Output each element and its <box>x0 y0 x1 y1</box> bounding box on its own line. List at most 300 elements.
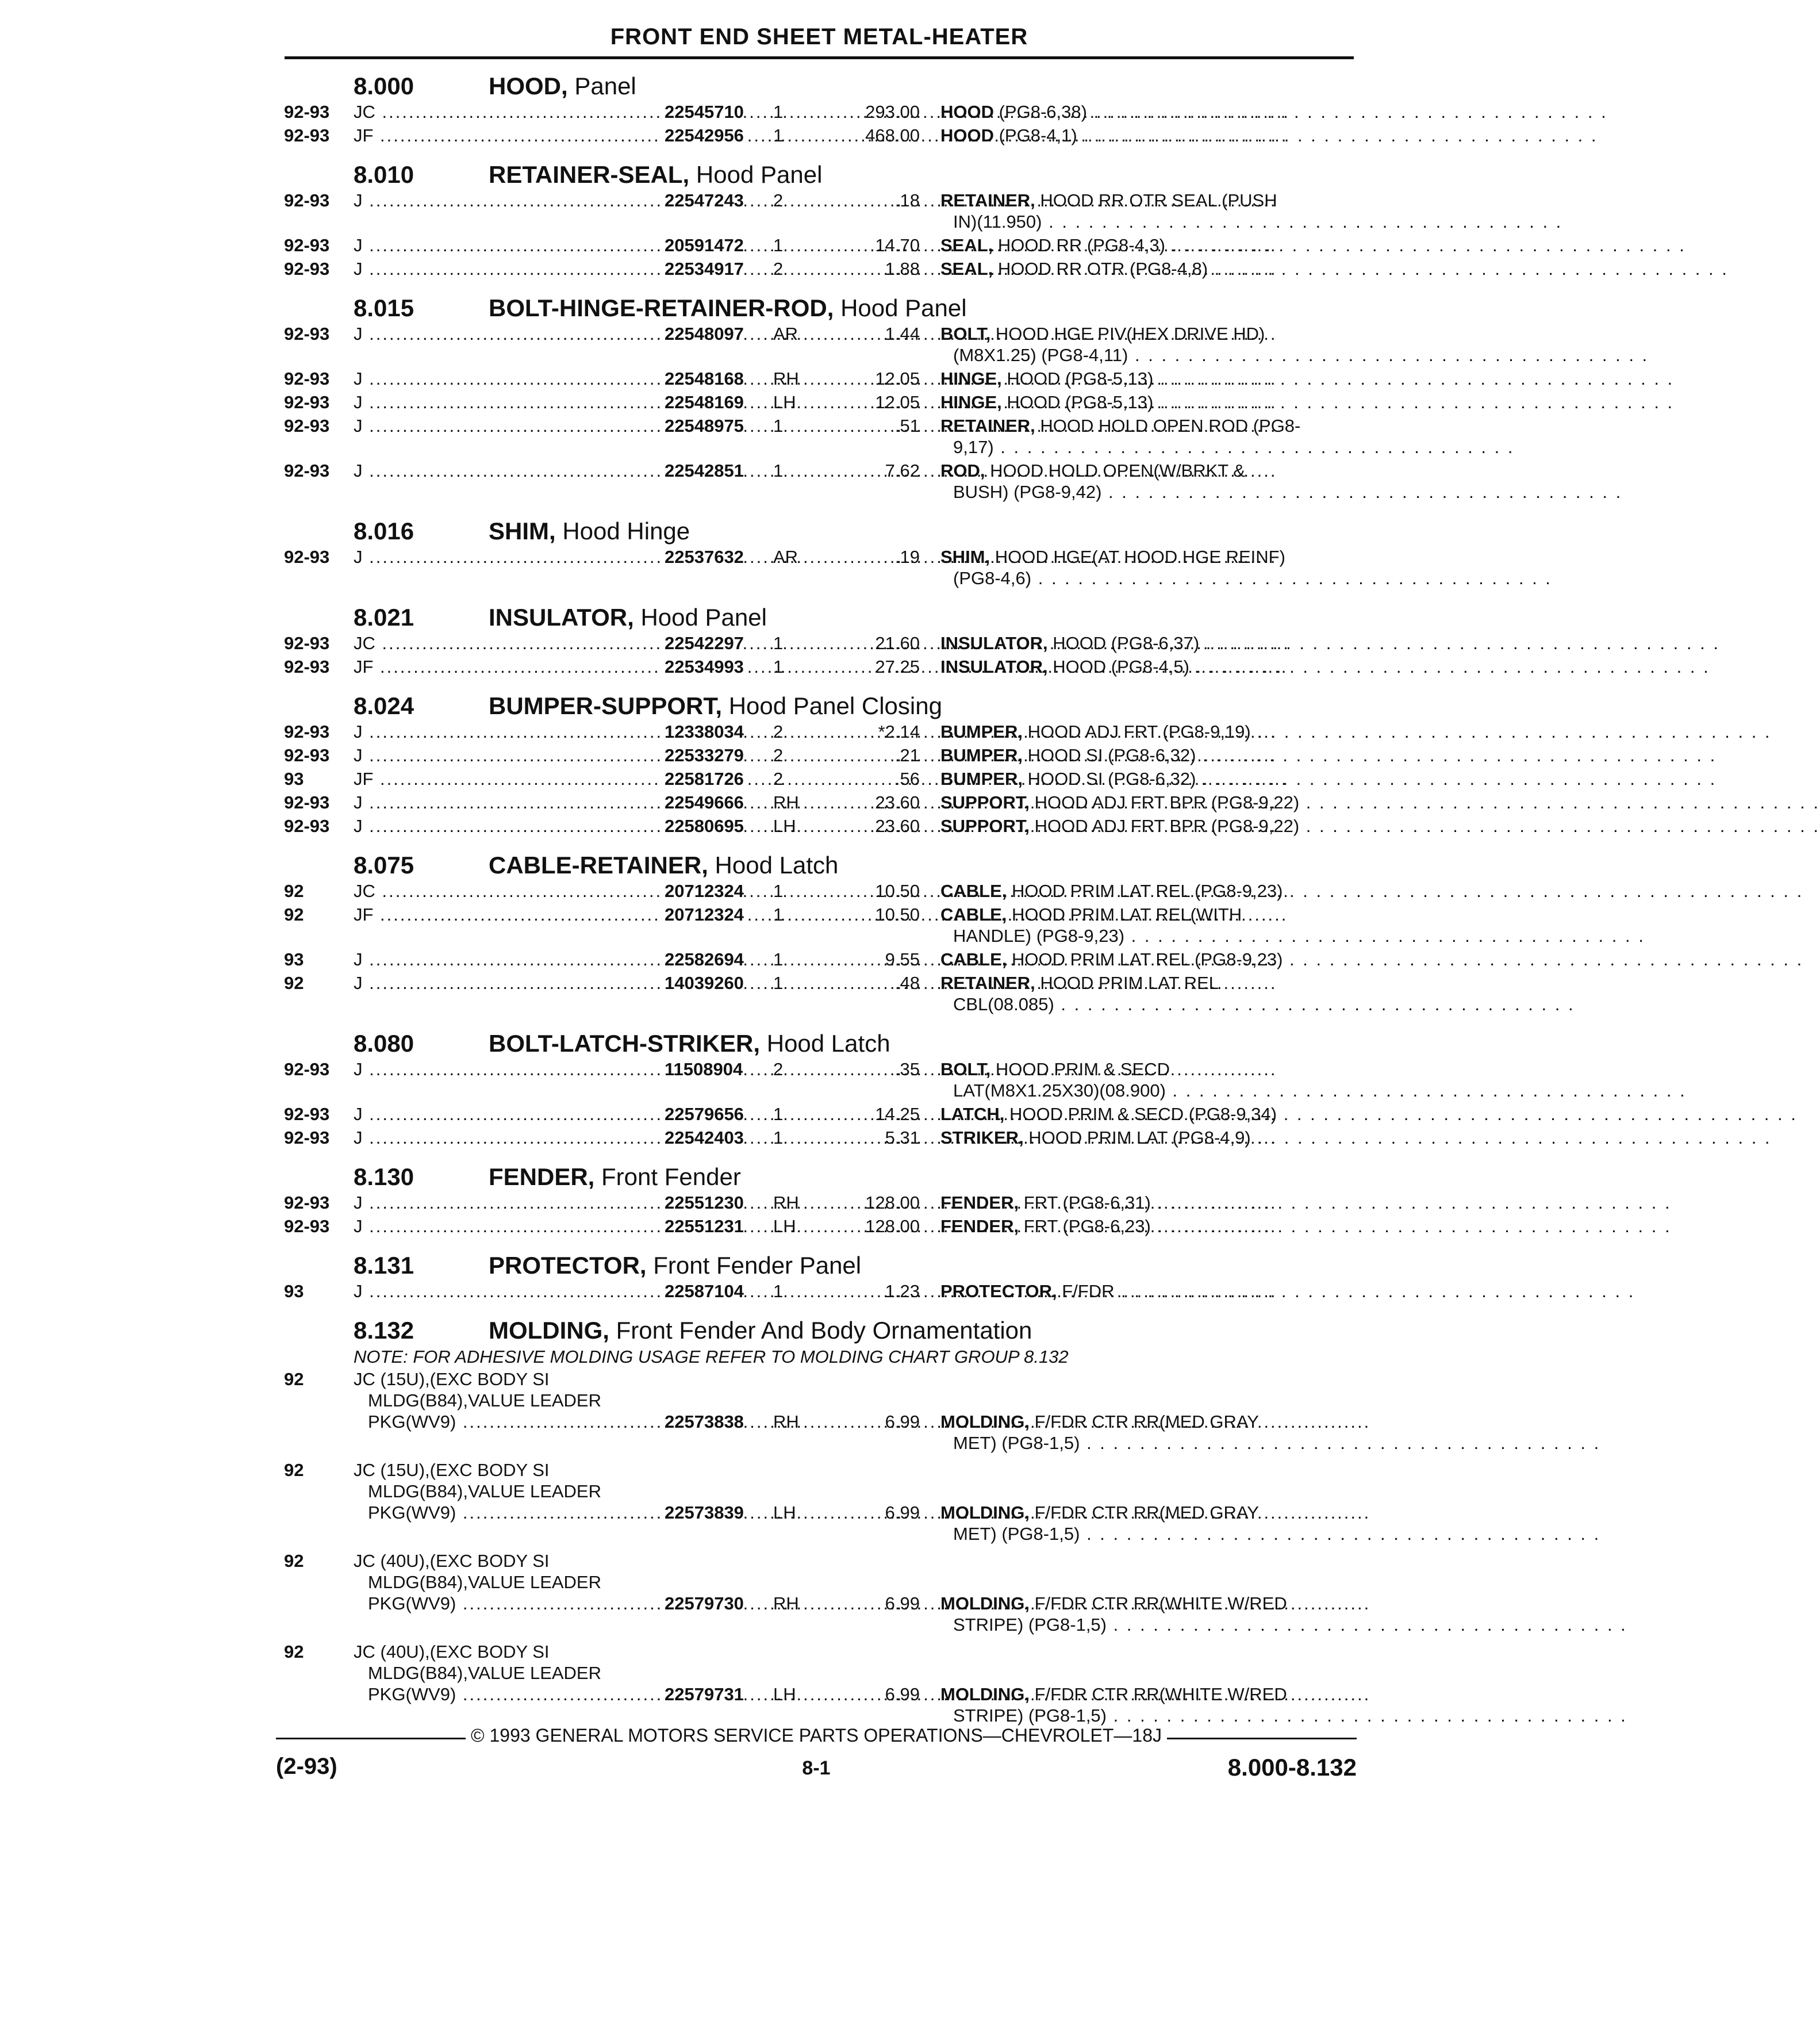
section-name: INSULATOR, Hood Panel <box>489 604 767 631</box>
leader-dots: . . . . . . . . . . . . . . . . . . . . . . . . . . . . . . . . . . . . . . . <box>1196 745 1717 765</box>
section-name: MOLDING, Front Fender And Body Ornamentation <box>489 1317 1032 1344</box>
part-number: 22579730 <box>661 1593 744 1614</box>
section-name: PROTECTOR, Front Fender Panel <box>489 1252 862 1279</box>
section-gap <box>282 839 1351 847</box>
price: 6.99 <box>885 1412 920 1432</box>
quantity: 1 <box>773 904 784 925</box>
part-row <box>282 415 1515 460</box>
part-row <box>282 656 1710 680</box>
section-heading <box>282 688 1351 721</box>
part-row <box>282 972 1575 1017</box>
model-year: 92 <box>284 1642 304 1662</box>
model-year: 92-93 <box>284 1193 330 1213</box>
description-line: LATCH, HOOD PRIM & SECD (PG8-9,34) . . . . . . . . . . . . . . . . . . . . . . . . . . . . . . . . . . . . . . . <box>940 1104 1798 1124</box>
price: 9.55 <box>885 949 920 969</box>
price: 6.99 <box>885 1502 920 1523</box>
section-number: 8.021 <box>354 604 414 631</box>
part-row <box>282 632 1720 656</box>
description-line: STRIPE) (PG8-1,5) . . . . . . . . . . . . . . . . . . . . . . . . . . . . . . . . . . . . . . . <box>953 1705 1627 1726</box>
part-description <box>940 745 1717 766</box>
price: 128.00 <box>865 1193 920 1213</box>
model-year: 92-93 <box>284 547 330 567</box>
leader-dots: . . . . . . . . . . . . . . . . . . . . . . . . . . . . . . . . . . . . . . . <box>1031 568 1552 588</box>
price: 23.60 <box>875 816 920 836</box>
price: .56 <box>894 769 920 789</box>
section-gap <box>282 1304 1351 1312</box>
description-line: MOLDING, F/FDR CTR RR(MED GRAY <box>940 1502 1259 1523</box>
part-number: 22537632 <box>661 546 744 568</box>
part-number: 22548097 <box>661 323 744 344</box>
model-year: 92-93 <box>284 461 330 481</box>
leader-dots: . . . . . . . . . . . . . . . . . . . . . . . . . . . . . . . . . . . . . . . <box>1153 392 1675 412</box>
part-row <box>282 190 1563 235</box>
part-number: 11508904 <box>661 1059 743 1080</box>
model-code: JF ..... <box>354 904 923 925</box>
model-year: 92 <box>284 1460 304 1480</box>
model-year: 92 <box>284 904 304 925</box>
price: .51 <box>894 416 920 436</box>
description-line: HINGE, HOOD (PG8-5,13) . . . . . . . . . . . . . . . . . . . . . . . . . . . . . . . . . . . . . . . <box>940 392 1675 412</box>
description-line: HINGE, HOOD (PG8-5,13) . . . . . . . . . . . . . . . . . . . . . . . . . . . . . . . . . . . . . . . <box>940 369 1675 389</box>
part-number: 22548975 <box>661 415 744 436</box>
description-line: (PG8-4,6) . . . . . . . . . . . . . . . . . . . . . . . . . . . . . . . . . . . . . . . <box>953 568 1552 588</box>
part-description <box>940 768 1717 789</box>
section-number: 8.010 <box>354 161 414 188</box>
part-number: 22534917 <box>661 258 744 279</box>
part-description <box>940 1593 1627 1635</box>
model-code: JC ..... <box>354 632 923 654</box>
leader-dots: . . . . . . . . . . . . . . . . . . . . . . . . . . . . . . . . . . . . . . . <box>1101 482 1623 502</box>
part-row <box>282 1059 1687 1103</box>
model-code: JC (40U),(EXC BODY SI <box>354 1642 550 1662</box>
part-row <box>282 768 1717 792</box>
section-heading <box>282 1312 1351 1346</box>
model-code: J ..... <box>354 972 923 994</box>
leader-dots: . . . . . . . . . . . . . . . . . . . . . . . . . . . . . . . . . . . . . . . <box>1107 1615 1627 1635</box>
part-description <box>940 1684 1627 1726</box>
quantity: 1 <box>773 949 784 969</box>
description-line: FENDER, FRT (PG8-6,23) . . . . . . . . . . . . . . . . . . . . . . . . . . . . . . . . . . . . . . . <box>940 1216 1672 1236</box>
leader-dots: . . . . . . . . . . . . . . . . . . . . . . . . . . . . . . . . . . . . . . . <box>1299 792 1820 812</box>
quantity: RH <box>773 792 799 812</box>
price: 12.05 <box>875 369 920 389</box>
model-year: 92-93 <box>284 1216 330 1236</box>
description-line: (M8X1.25) (PG8-4,11) . . . . . . . . . . . . . . . . . . . . . . . . . . . . . . . . . . . . . . . <box>953 345 1649 365</box>
quantity: AR <box>773 547 798 567</box>
price: 6.99 <box>885 1684 920 1704</box>
part-description <box>940 880 1804 902</box>
parts-catalog <box>282 68 1820 1732</box>
part-description <box>940 815 1820 837</box>
description-line: STRIPE) (PG8-1,5) . . . . . . . . . . . . . . . . . . . . . . . . . . . . . . . . . . . . . . . <box>953 1615 1627 1635</box>
model-code: PKG(WV9) ..... <box>368 1684 937 1705</box>
leader-dots: . . . . . . . . . . . . . . . . . . . . . . . . . . . . . . . . . . . . . . . <box>1153 369 1675 389</box>
price: 14.70 <box>875 235 920 255</box>
model-year: 92-93 <box>284 102 330 122</box>
quantity: 2 <box>773 769 784 789</box>
section-number: 8.132 <box>354 1317 414 1344</box>
part-description <box>940 904 1645 946</box>
section-note: NOTE: FOR ADHESIVE MOLDING USAGE REFER TO MOLDING CHART GROUP 8.132 <box>354 1347 1069 1367</box>
model-code: J ..... <box>354 1192 923 1213</box>
price: 128.00 <box>865 1216 920 1236</box>
footer-rule-right <box>1167 1738 1357 1739</box>
section-gap <box>282 1239 1351 1247</box>
price: .35 <box>894 1059 920 1079</box>
part-row <box>282 880 1804 904</box>
price: 293.00 <box>865 102 920 122</box>
part-description <box>940 258 1729 279</box>
price: 14.25 <box>875 1104 920 1124</box>
part-row <box>282 1550 1627 1638</box>
part-row <box>282 904 1645 949</box>
price: 1.23 <box>885 1281 920 1301</box>
part-number: 20712324 <box>661 880 744 902</box>
part-number: 14039260 <box>661 972 744 994</box>
model-code: J ..... <box>354 745 923 766</box>
leader-dots: . . . . . . . . . . . . . . . . . . . . . . . . . . . . . . . . . . . . . . . <box>1042 212 1563 232</box>
part-description <box>940 632 1720 654</box>
description-line: MOLDING, F/FDR CTR RR(WHITE W/RED <box>940 1593 1287 1613</box>
price: *2.14 <box>878 722 920 742</box>
leader-dots: . . . . . . . . . . . . . . . . . . . . . . . . . . . . . . . . . . . . . . . <box>1250 1128 1772 1148</box>
section-heading <box>282 1159 1351 1192</box>
model-code: J ..... <box>354 190 923 211</box>
part-description <box>940 101 1608 122</box>
part-row <box>282 721 1772 745</box>
leader-dots: . . . . . . . . . . . . . . . . . . . . . . . . . . . . . . . . . . . . . . . <box>1196 769 1717 789</box>
description-line: SUPPORT, HOOD ADJ FRT BPR (PG8-9,22) . . . . . . . . . . . . . . . . . . . . . . . . . . . . . . . . . . . . . . . <box>940 816 1820 836</box>
description-line: HOOD (PG8-6,38) . . . . . . . . . . . . . . . . . . . . . . . . . . . . . . . . . . . . . . . <box>940 102 1608 122</box>
part-row <box>282 949 1804 972</box>
part-row <box>282 546 1552 591</box>
leader-dots: . . . . . . . . . . . . . . . . . . . . . . . . . . . . . . . . . . . . . . . <box>1299 816 1820 836</box>
section-name: BOLT-LATCH-STRIKER, Hood Latch <box>489 1030 890 1057</box>
section-number: 8.000 <box>354 72 414 99</box>
model-code: J ..... <box>354 235 923 256</box>
model-code: J ..... <box>354 1127 923 1148</box>
description-line: SUPPORT, HOOD ADJ FRT BPR (PG8-9,22) . . . . . . . . . . . . . . . . . . . . . . . . . . . . . . . . . . . . . . . <box>940 792 1820 812</box>
description-line: HOOD (PG8-4,1) . . . . . . . . . . . . . . . . . . . . . . . . . . . . . . . . . . . . . . . <box>940 125 1598 145</box>
part-number: 22548168 <box>661 368 744 389</box>
price: 27.25 <box>875 657 920 677</box>
model-code: J ..... <box>354 368 923 389</box>
price: .19 <box>894 547 920 567</box>
model-year: 92-93 <box>284 1128 330 1148</box>
section-gap <box>282 282 1351 290</box>
section-heading <box>282 513 1351 546</box>
leader-dots: . . . . . . . . . . . . . . . . . . . . . . . . . . . . . . . . . . . . . . . <box>1165 235 1686 255</box>
leader-dots: . . . . . . . . . . . . . . . . . . . . . . . . . . . . . . . . . . . . . . . <box>1283 881 1804 901</box>
section-number: 8.080 <box>354 1030 414 1057</box>
model-year: 92 <box>284 881 304 901</box>
leader-dots: . . . . . . . . . . . . . . . . . . . . . . . . . . . . . . . . . . . . . . . <box>1283 949 1804 969</box>
price: 12.05 <box>875 392 920 412</box>
leader-dots: . . . . . . . . . . . . . . . . . . . . . . . . . . . . . . . . . . . . . . . <box>1165 1080 1687 1101</box>
description-line: CABLE, HOOD PRIM LAT REL(WITH <box>940 904 1242 925</box>
model-year: 92-93 <box>284 259 330 279</box>
quantity: AR <box>773 324 798 344</box>
quantity: LH <box>773 1502 796 1523</box>
part-number: 22573838 <box>661 1411 744 1432</box>
part-row <box>282 1459 1601 1547</box>
section-gap <box>282 591 1351 599</box>
part-description <box>940 235 1686 256</box>
model-code: MLDG(B84),VALUE LEADER <box>368 1663 601 1683</box>
part-description <box>940 1281 1635 1302</box>
model-code: MLDG(B84),VALUE LEADER <box>368 1572 601 1592</box>
price: 23.60 <box>875 792 920 812</box>
quantity: LH <box>773 1216 796 1236</box>
description-line: ROD, HOOD HOLD OPEN(W/BRKT & <box>940 461 1245 481</box>
description-line: BUMPER, HOOD ADJ FRT (PG8-9,19) . . . . . . . . . . . . . . . . . . . . . . . . . . . . . . . . . . . . . . . <box>940 722 1772 742</box>
quantity: 2 <box>773 1059 784 1079</box>
model-year: 92-93 <box>284 657 330 677</box>
description-line: BOLT, HOOD PRIM & SECD <box>940 1059 1170 1079</box>
model-code: PKG(WV9) ..... <box>368 1593 937 1614</box>
part-description <box>940 1127 1772 1148</box>
part-number: 22551231 <box>661 1216 744 1237</box>
part-number: 22542403 <box>661 1127 744 1148</box>
price: 5.31 <box>885 1128 920 1148</box>
model-code: PKG(WV9) ..... <box>368 1502 937 1523</box>
part-row <box>282 1127 1772 1151</box>
part-description <box>940 368 1675 389</box>
model-code: J ..... <box>354 1059 923 1080</box>
model-year: 92-93 <box>284 1059 330 1079</box>
model-code: J ..... <box>354 546 923 568</box>
description-line: PROTECTOR, F/FDR . . . . . . . . . . . . . . . . . . . . . . . . . . . . . . . . . . . . . . . <box>940 1281 1635 1301</box>
leader-dots: . . . . . . . . . . . . . . . . . . . . . . . . . . . . . . . . . . . . . . . <box>1077 125 1598 145</box>
quantity: 2 <box>773 745 784 765</box>
model-code: JC (15U),(EXC BODY SI <box>354 1369 550 1389</box>
price: 1.44 <box>885 324 920 344</box>
description-line: SHIM, HOOD HGE(AT HOOD HGE REINF) <box>940 547 1285 567</box>
section-number: 8.015 <box>354 294 414 321</box>
part-row <box>282 1192 1672 1216</box>
price: 10.50 <box>875 904 920 925</box>
section-name: FENDER, Front Fender <box>489 1163 741 1190</box>
part-description <box>940 546 1552 589</box>
quantity: LH <box>773 816 796 836</box>
part-row <box>282 392 1675 415</box>
page-title: FRONT END SHEET METAL-HEATER <box>610 24 1028 49</box>
part-description <box>940 392 1675 413</box>
leader-dots: . . . . . . . . . . . . . . . . . . . . . . . . . . . . . . . . . . . . . . . <box>1199 633 1720 653</box>
price: 7.62 <box>885 461 920 481</box>
quantity: 1 <box>773 633 784 653</box>
description-line: RETAINER, HOOD PRIM LAT REL <box>940 973 1219 993</box>
footer-copyright: © 1993 GENERAL MOTORS SERVICE PARTS OPERATIONS—CHEVROLET—18J <box>471 1725 1162 1746</box>
part-row <box>282 1368 1601 1456</box>
model-code: JC ..... <box>354 101 923 122</box>
quantity: RH <box>773 1193 799 1213</box>
model-code: JC ..... <box>354 880 923 902</box>
quantity: 2 <box>773 190 784 210</box>
page-footer <box>276 1725 1357 1805</box>
description-line: MET) (PG8-1,5) . . . . . . . . . . . . . . . . . . . . . . . . . . . . . . . . . . . . . . . <box>953 1524 1601 1544</box>
section-number: 8.075 <box>354 852 414 879</box>
model-code: J ..... <box>354 392 923 413</box>
model-code: J ..... <box>354 949 923 970</box>
model-code: PKG(WV9) ..... <box>368 1411 937 1432</box>
part-row <box>282 745 1717 768</box>
description-line: BUMPER, HOOD SI (PG8-6,32) . . . . . . . . . . . . . . . . . . . . . . . . . . . . . . . . . . . . . . . <box>940 745 1717 765</box>
part-number: 22534993 <box>661 656 744 677</box>
leader-dots: . . . . . . . . . . . . . . . . . . . . . . . . . . . . . . . . . . . . . . . <box>1080 1433 1601 1453</box>
part-number: 20591472 <box>661 235 744 256</box>
leader-dots: . . . . . . . . . . . . . . . . . . . . . . . . . . . . . . . . . . . . . . . <box>1277 1104 1798 1124</box>
part-row <box>282 460 1623 505</box>
model-year: 92-93 <box>284 369 330 389</box>
price: 6.99 <box>885 1593 920 1613</box>
model-code: J ..... <box>354 815 923 837</box>
header-rule <box>285 56 1354 59</box>
model-year: 93 <box>284 1281 304 1301</box>
part-description <box>940 1103 1798 1125</box>
leader-dots: . . . . . . . . . . . . . . . . . . . . . . . . . . . . . . . . . . . . . . . <box>1150 1216 1672 1236</box>
part-description <box>940 721 1772 742</box>
quantity: 1 <box>773 125 784 145</box>
section-heading <box>282 68 1351 101</box>
quantity: 1 <box>773 235 784 255</box>
part-row <box>282 1641 1627 1728</box>
part-description <box>940 1216 1672 1237</box>
description-line: 9,17) . . . . . . . . . . . . . . . . . . . . . . . . . . . . . . . . . . . . . . . <box>953 437 1515 457</box>
model-year: 92-93 <box>284 392 330 412</box>
part-number: 22542297 <box>661 632 744 654</box>
model-code: JF ..... <box>354 768 923 789</box>
part-description <box>940 190 1563 232</box>
section-number: 8.024 <box>354 692 414 719</box>
quantity: LH <box>773 1684 796 1704</box>
price: .18 <box>894 190 920 210</box>
section-gap <box>282 680 1351 688</box>
section-gap <box>282 1151 1351 1159</box>
quantity: RH <box>773 1412 799 1432</box>
part-row <box>282 1216 1672 1239</box>
description-line: LAT(M8X1.25X30)(08.900) . . . . . . . . . . . . . . . . . . . . . . . . . . . . . . . . . . . . . . . <box>953 1080 1687 1101</box>
quantity: 1 <box>773 657 784 677</box>
model-code: JF ..... <box>354 656 923 677</box>
section-number: 8.016 <box>354 518 414 545</box>
leader-dots: . . . . . . . . . . . . . . . . . . . . . . . . . . . . . . . . . . . . . . . <box>1250 722 1772 742</box>
part-description <box>940 323 1649 366</box>
leader-dots: . . . . . . . . . . . . . . . . . . . . . . . . . . . . . . . . . . . . . . . <box>1189 657 1710 677</box>
leader-dots: . . . . . . . . . . . . . . . . . . . . . . . . . . . . . . . . . . . . . . . <box>1150 1193 1672 1213</box>
section-heading <box>282 156 1351 190</box>
section-number: 8.131 <box>354 1252 414 1279</box>
part-row <box>282 1103 1798 1127</box>
leader-dots: . . . . . . . . . . . . . . . . . . . . . . . . . . . . . . . . . . . . . . . <box>1054 994 1575 1014</box>
price: 10.50 <box>875 881 920 901</box>
price: .48 <box>894 973 920 993</box>
section-name: RETAINER-SEAL, Hood Panel <box>489 161 823 188</box>
part-row <box>282 1281 1635 1304</box>
part-number: 22545710 <box>661 101 744 122</box>
section-heading <box>282 599 1351 632</box>
part-row <box>282 258 1729 282</box>
description-line: RETAINER, HOOD RR OTR SEAL (PUSH <box>940 190 1277 210</box>
part-description <box>940 1192 1672 1213</box>
page-header <box>285 24 1354 57</box>
section-gap <box>282 505 1351 513</box>
model-year: 92 <box>284 1369 304 1389</box>
quantity: 1 <box>773 102 784 122</box>
part-row <box>282 323 1649 368</box>
model-code: MLDG(B84),VALUE LEADER <box>368 1390 601 1410</box>
part-number: 22533279 <box>661 745 744 766</box>
part-number: 22551230 <box>661 1192 744 1213</box>
description-line: IN)(11.950) . . . . . . . . . . . . . . . . . . . . . . . . . . . . . . . . . . . . . . . <box>953 212 1563 232</box>
section-heading <box>282 1025 1351 1059</box>
model-year: 92-93 <box>284 745 330 765</box>
model-year: 92-93 <box>284 416 330 436</box>
section-heading <box>282 1247 1351 1281</box>
part-number: 20712324 <box>661 904 744 925</box>
quantity: 1 <box>773 416 784 436</box>
part-description <box>940 656 1710 677</box>
part-number: 22573839 <box>661 1502 744 1523</box>
description-line: BOLT, HOOD HGE PIV(HEX DRIVE HD) <box>940 324 1265 344</box>
section-name: BOLT-HINGE-RETAINER-ROD, Hood Panel <box>489 294 967 321</box>
section-name: CABLE-RETAINER, Hood Latch <box>489 852 839 879</box>
part-number: 22579731 <box>661 1684 744 1705</box>
description-line: HANDLE) (PG8-9,23) . . . . . . . . . . . . . . . . . . . . . . . . . . . . . . . . . . . . . . . <box>953 926 1645 946</box>
part-row <box>282 125 1598 148</box>
footer-page-number: 8-1 <box>802 1757 831 1779</box>
quantity: 2 <box>773 722 784 742</box>
quantity: 1 <box>773 1128 784 1148</box>
description-line: CBL(08.085) . . . . . . . . . . . . . . . . . . . . . . . . . . . . . . . . . . . . . . . <box>953 994 1575 1014</box>
model-code: JC (15U),(EXC BODY SI <box>354 1460 550 1480</box>
model-code: J ..... <box>354 323 923 344</box>
leader-dots: . . . . . . . . . . . . . . . . . . . . . . . . . . . . . . . . . . . . . . . <box>1080 1524 1601 1544</box>
quantity: 1 <box>773 973 784 993</box>
description-line: CABLE, HOOD PRIM LAT REL (PG8-9,23) . . . . . . . . . . . . . . . . . . . . . . . . . . . . . . . . . . . . . . . <box>940 949 1804 969</box>
description-line: MOLDING, F/FDR CTR RR(WHITE W/RED <box>940 1684 1287 1704</box>
part-description <box>940 1059 1687 1101</box>
description-line: SEAL, HOOD RR OTR (PG8-4,8) . . . . . . . . . . . . . . . . . . . . . . . . . . . . . . . . . . . . . . . <box>940 259 1729 279</box>
model-year: 92-93 <box>284 816 330 836</box>
part-description <box>940 972 1575 1015</box>
model-code: JC (40U),(EXC BODY SI <box>354 1551 550 1571</box>
model-code: J ..... <box>354 460 923 481</box>
part-number: 22579656 <box>661 1103 744 1125</box>
description-line: FENDER, FRT (PG8-6,31) . . . . . . . . . . . . . . . . . . . . . . . . . . . . . . . . . . . . . . . <box>940 1193 1672 1213</box>
model-year: 92-93 <box>284 1104 330 1124</box>
part-description <box>940 460 1623 503</box>
model-code: J ..... <box>354 1281 923 1302</box>
description-line: INSULATOR, HOOD (PG8-6,37) . . . . . . . . . . . . . . . . . . . . . . . . . . . . . . . . . . . . . . . <box>940 633 1720 653</box>
section-heading <box>282 847 1351 880</box>
quantity: RH <box>773 1593 799 1613</box>
quantity: 1 <box>773 1281 784 1301</box>
leader-dots: . . . . . . . . . . . . . . . . . . . . . . . . . . . . . . . . . . . . . . . <box>1107 1705 1627 1726</box>
model-year: 92 <box>284 973 304 993</box>
model-code: J ..... <box>354 1103 923 1125</box>
part-row <box>282 101 1608 125</box>
footer-section-range: 8.000-8.132 <box>1227 1754 1357 1781</box>
part-number: 22542851 <box>661 460 744 481</box>
price: 1.88 <box>885 259 920 279</box>
description-line: MOLDING, F/FDR CTR RR(MED GRAY <box>940 1412 1259 1432</box>
model-year: 92-93 <box>284 722 330 742</box>
part-number: 22587104 <box>661 1281 744 1302</box>
leader-dots: . . . . . . . . . . . . . . . . . . . . . . . . . . . . . . . . . . . . . . . <box>1124 926 1645 946</box>
section-name: BUMPER-SUPPORT, Hood Panel Closing <box>489 692 942 719</box>
part-number: 22549666 <box>661 792 744 813</box>
